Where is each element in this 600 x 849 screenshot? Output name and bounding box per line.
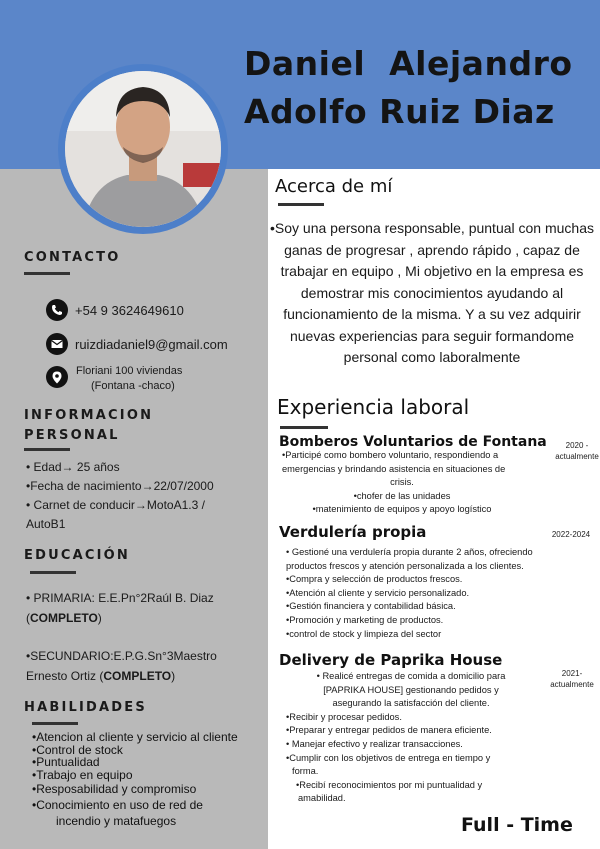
address-row (46, 366, 68, 388)
email-row[interactable] (46, 333, 228, 355)
job-duty: emergencias y brindando asistencia en situaciones de (282, 463, 506, 474)
primary-school: • PRIMARIA: E.E.Pn°2Raúl B. Diaz ( (26, 591, 214, 625)
job-duty: forma. (292, 766, 319, 777)
job-duty: crisis. (390, 477, 414, 488)
job-duty: asegurando la satisfacción del cliente. (332, 698, 490, 709)
about-heading: Acerca de mí (275, 176, 393, 197)
skill-item: •Conocimiento en uso de red de (32, 797, 203, 812)
personal-info-heading (24, 406, 153, 445)
job-duties (286, 546, 576, 641)
job-duty: •Recibí reconocimientos por mi puntualidad y (296, 779, 483, 790)
personal-heading-line-2: PERSONAL (24, 428, 120, 443)
job-duty: •Atención al cliente y servicio personalizado. (286, 587, 470, 598)
skill-item: •Trabajo en equipo (32, 767, 133, 782)
email-icon (46, 333, 68, 355)
phone-icon (46, 299, 68, 321)
job-date-line: actualmente (550, 680, 594, 689)
name-line-2: Adolfo Ruiz Diaz (244, 92, 555, 131)
job-duty: •Gestión financiera y contabilidad básica. (286, 601, 456, 612)
primary-status: COMPLETO (30, 611, 98, 625)
address (76, 364, 182, 394)
skill-item: •Puntualidad (32, 755, 100, 769)
skills-heading: HABILIDADES (24, 700, 147, 715)
profile-photo (65, 71, 221, 227)
job-duty: •matenimiento de equipos y apoyo logístico (312, 504, 492, 515)
job-duty: • Realicé entregas de comida a domicilio para (316, 671, 506, 681)
skill-item: •Atencion al cliente y servicio al cliente (32, 730, 238, 744)
address-line-2: (Fontana -chaco) (91, 380, 175, 392)
job-duty: •Compra y selección de productos frescos. (286, 574, 463, 585)
job-date (541, 668, 600, 690)
job-title: Verdulería propia (279, 523, 427, 541)
skills-rule (32, 722, 78, 725)
personal-rule (24, 448, 70, 451)
job-date (546, 440, 600, 462)
skill-item: •Control de stock (32, 742, 123, 757)
skills-list (32, 731, 238, 828)
job-date-line: actualmente (555, 452, 599, 461)
secondary-status: COMPLETO (103, 669, 172, 683)
personal-info-list (26, 458, 214, 534)
secondary-close: ) (171, 669, 176, 683)
address-line-1: Floriani 100 viviendas (76, 365, 183, 377)
availability-label: Full - Time (461, 814, 573, 836)
education-primary (26, 588, 256, 628)
job-duty: •chofer de las unidades (353, 490, 451, 501)
primary-close: ) (97, 611, 102, 625)
phone-row[interactable] (46, 299, 184, 321)
job-duty: [PAPRIKA HOUSE] gestionando pedidos y (323, 684, 499, 695)
contact-rule (24, 272, 70, 275)
license-cont: AutoB1 (26, 517, 66, 531)
skill-item: •Resposabilidad y compromiso (32, 782, 197, 796)
name-line-1: Daniel Alejandro (244, 44, 573, 83)
education-rule (30, 571, 76, 574)
email-address: ruizdiadaniel9@gmail.com (75, 336, 228, 352)
job-duty: •Recibir y procesar pedidos. (286, 711, 402, 722)
location-pin-icon (46, 366, 68, 388)
job-duty: •Preparar y entregar pedidos de manera eficiente. (286, 725, 492, 736)
personal-heading-line-1: INFORMACION (24, 408, 154, 423)
contact-heading: CONTACTO (24, 250, 121, 265)
job-duties (286, 670, 536, 806)
job-duty: •Cumplir con los objetivos de entrega en tiempo y (286, 752, 491, 763)
job-duty: •control de stock y limpieza del sector (286, 628, 442, 639)
education-secondary (26, 646, 256, 686)
job-title: Bomberos Voluntarios de Fontana (279, 434, 547, 450)
job-date: 2022-2024 (551, 530, 591, 539)
job-duty: amabilidad. (298, 793, 346, 804)
license: • Carnet de conducir→MotoA1.3 / (26, 498, 205, 512)
job-duty: • Gestioné una verdulería propia durante 2 años, ofreciendo (286, 547, 533, 557)
experience-heading: Experiencia laboral (277, 395, 470, 419)
job-date-line: 2020 - (565, 441, 589, 450)
job-title: Delivery de Paprika House (279, 651, 503, 669)
about-text: •Soy una persona responsable, puntual con muchas ganas de progresar , aprendo rápido , capaz de trabajar en equipo , Mi objetivo en la empresa es demostrar mis conocimientos ayudando al funcionamiento de la misma. Y a su vez adquirir nuevas experiencias para seguir formandome personal como laboralmente (270, 220, 595, 365)
skill-item-cont: incendio y matafuegos (56, 814, 177, 828)
job-duty: •Participé como bombero voluntario, respondiendo a (282, 450, 499, 460)
job-duties (282, 449, 522, 517)
job-duty: productos frescos y atención personalizada a los clientes. (286, 560, 524, 571)
birth-date: •Fecha de nacimiento→22/07/2000 (26, 479, 214, 493)
age: • Edad→ 25 años (26, 460, 120, 474)
job-duty: • Manejar efectivo y realizar transacciones. (286, 738, 463, 749)
job-date-line: 2021- (561, 669, 583, 678)
job-duty: •Promoción y marketing de productos. (286, 614, 444, 625)
experience-rule (280, 426, 328, 429)
phone-number: +54 9 3624649610 (75, 302, 184, 318)
education-heading: EDUCACIÓN (24, 548, 130, 563)
about-rule (278, 203, 324, 206)
candidate-name (244, 40, 594, 136)
secondary-school: •SECUNDARIO:E.P.G.Sn°3Maestro Ernesto Ortiz ( (26, 649, 217, 683)
